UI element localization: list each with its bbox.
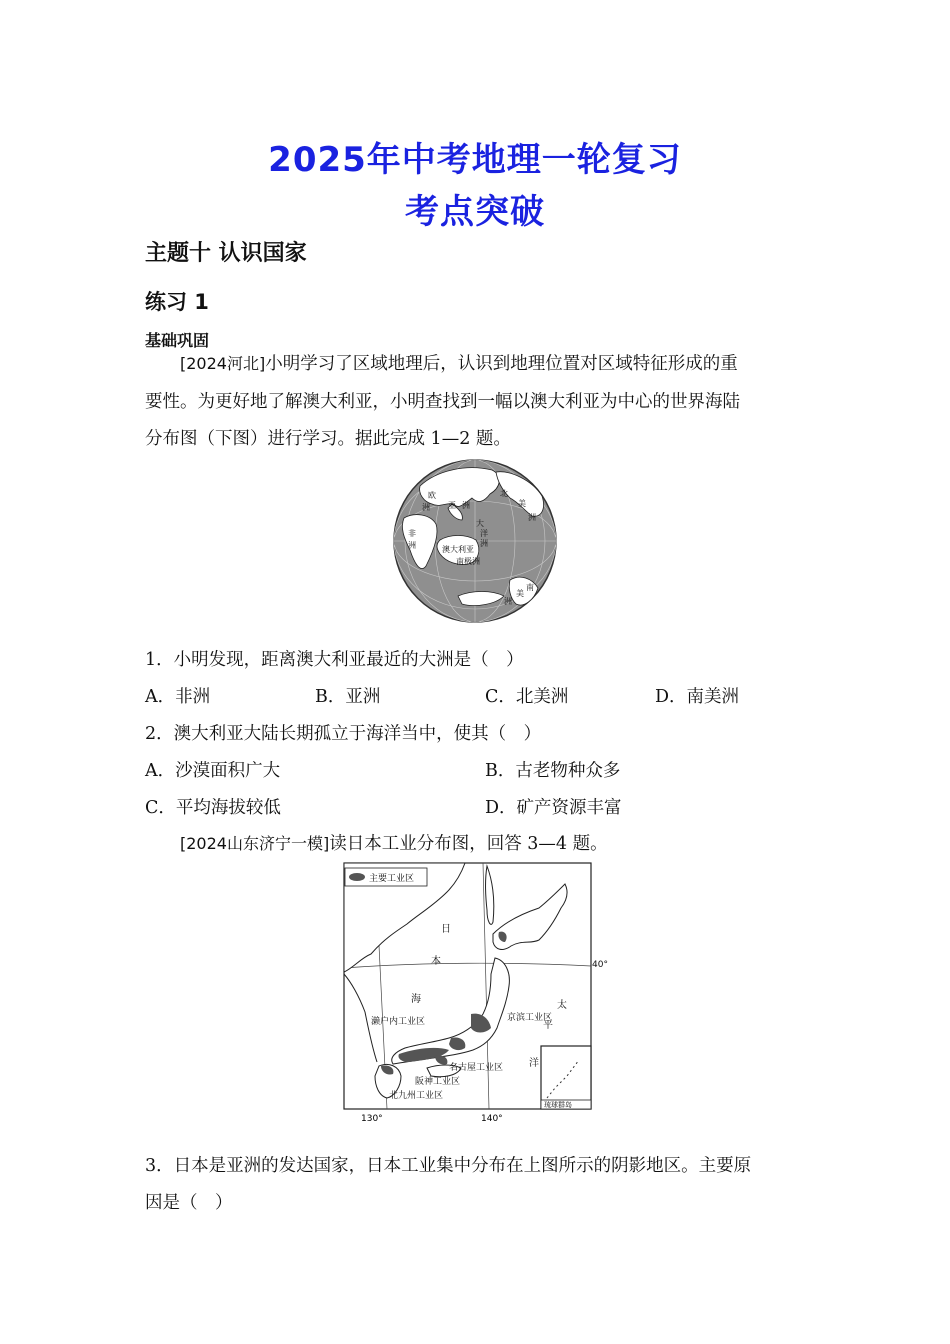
intro2-line	[180, 830, 608, 855]
label-keihin: 京滨工业区	[507, 1013, 553, 1023]
globe-label-zhou-asia: 洲	[462, 501, 470, 510]
globe-label-nan: 南	[526, 583, 534, 592]
q2-option-b: B．古老物种众多	[485, 761, 621, 781]
intro1-line3: 分布图（下图）进行学习。据此完成 1—2 题。	[145, 429, 511, 449]
label-ri: 日	[441, 924, 451, 935]
q2-option-a: A．沙漠面积广大	[145, 761, 281, 781]
q1-option-c: C．北美洲	[485, 687, 569, 707]
globe-label-zhou-na: 洲	[528, 513, 536, 522]
q1-option-d: D．南美洲	[655, 687, 740, 707]
label-setouchi: 濑户内工业区	[371, 1017, 426, 1027]
section-heading: 基础巩固	[145, 331, 210, 350]
q3-line2: 因是（ ）	[145, 1193, 233, 1213]
q1-stem: 1．小明发现，距离澳大利亚最近的大洲是（ ）	[145, 650, 524, 670]
globe-label-zhou-europe: 洲	[422, 503, 430, 512]
label-ben: 本	[431, 956, 441, 967]
legend-swatch	[349, 873, 365, 881]
globe-label-da: 大	[476, 519, 484, 528]
q2-option-c: C．平均海拔较低	[145, 798, 281, 818]
intro1-text-line1: 小明学习了区域地理后，认识到地理位置对区域特征形成的重	[265, 354, 738, 374]
ryukyu-inset	[541, 1046, 591, 1109]
globe-label-fei: 非	[408, 529, 416, 538]
globe-label-ou: 欧	[428, 491, 436, 500]
globe-map	[392, 458, 558, 624]
intro2-source: [2024山东济宁一模]	[180, 834, 330, 853]
globe-label-yang: 洋	[480, 529, 488, 538]
label-tai: 太	[557, 1000, 567, 1011]
intro1-source: [2024河北]	[180, 354, 266, 373]
label-lat40-outer: 40°	[592, 960, 608, 970]
q1-option-b: B．亚洲	[315, 687, 381, 707]
globe-label-australia: 澳大利亚	[442, 545, 474, 554]
globe-label-zhou-africa: 洲	[408, 541, 416, 550]
page-subtitle: 考点突破	[405, 192, 545, 232]
label-hanshin: 阪神工业区	[415, 1077, 461, 1087]
intro2-text: 读日本工业分布图，回答 3—4 题。	[329, 834, 608, 854]
q2-stem: 2．澳大利亚大陆长期孤立于海洋当中，使其（ ）	[145, 724, 542, 744]
q3-line1: 3．日本是亚洲的发达国家，日本工业集中分布在上图所示的阴影地区。主要原	[145, 1156, 752, 1176]
practice-heading: 练习 1	[145, 290, 209, 314]
label-kitakyushu: 北九州工业区	[389, 1091, 444, 1101]
globe-label-mei-na: 美	[518, 499, 526, 508]
globe-label-mei-sa: 美	[516, 589, 524, 598]
label-nagoya: 名古屋工业区	[449, 1063, 504, 1073]
label-lon130: 130°	[361, 1114, 383, 1124]
page-title: 2025年中考地理一轮复习	[268, 140, 682, 180]
globe-label-zhou-sa: 洲	[504, 597, 512, 606]
globe-label-bei: 北	[500, 489, 508, 498]
label-yang: 洋	[529, 1058, 539, 1069]
topic-heading: 主题十 认识国家	[145, 241, 307, 266]
label-ping: 平	[543, 1020, 553, 1031]
label-ryukyu: 琉球群岛	[544, 1101, 572, 1109]
globe-label-antarctica: 南极洲	[456, 557, 480, 566]
label-hai: 海	[411, 994, 421, 1005]
map-legend-label: 主要工业区	[369, 874, 415, 884]
intro1-line1	[180, 350, 738, 375]
intro1-line2: 要性。为更好地了解澳大利亚，小明查找到一幅以澳大利亚为中心的世界海陆	[145, 392, 740, 412]
japan-industry-map	[343, 862, 593, 1124]
q1-option-a: A．非洲	[145, 687, 211, 707]
globe-label-ya: 亚	[448, 501, 456, 510]
q2-option-d: D．矿产资源丰富	[485, 798, 622, 818]
globe-label-zhou-oceania: 洲	[480, 539, 488, 548]
label-lon140: 140°	[481, 1114, 503, 1124]
